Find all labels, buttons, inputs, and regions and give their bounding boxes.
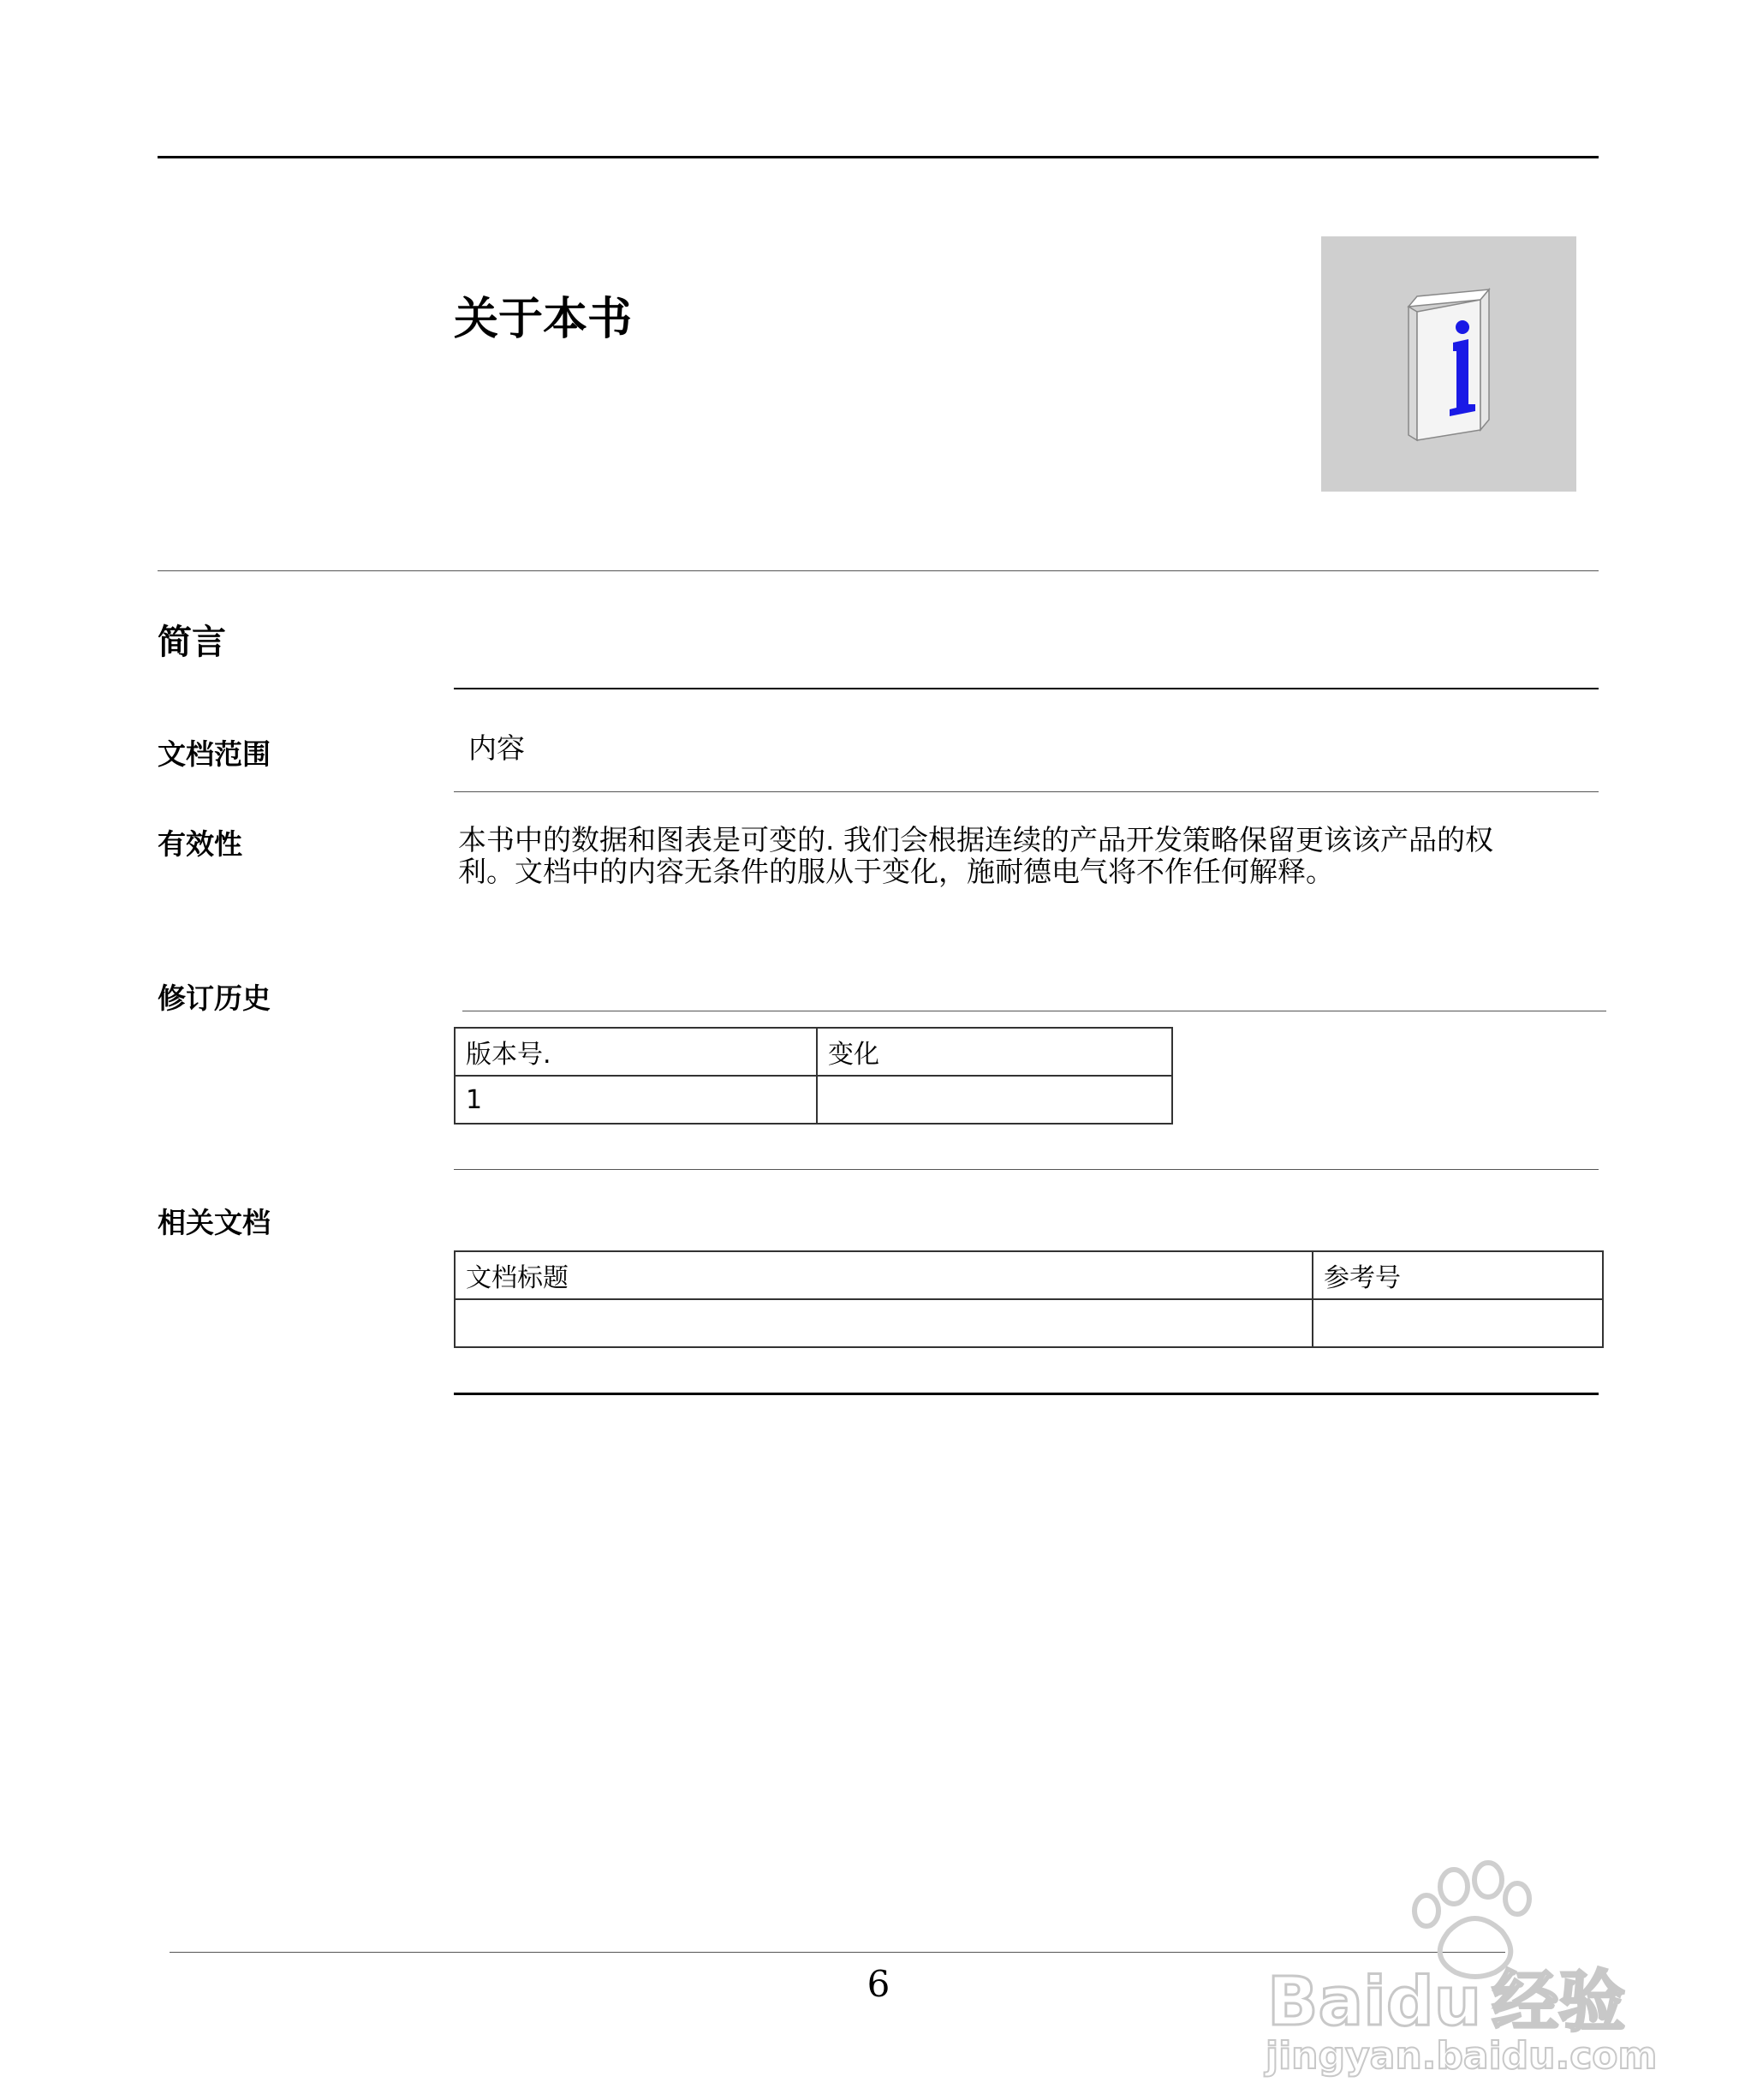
- header-divider: [158, 570, 1599, 571]
- validity-text: [458, 824, 1605, 887]
- table-row: [455, 1076, 1172, 1124]
- page-title: 关于本书: [454, 294, 633, 345]
- validity-line-2: 利。文档中的内容无条件的服从于变化，施耐德电气将不作任何解释。: [458, 855, 1334, 888]
- related-header-ref: 参考号: [1313, 1251, 1603, 1299]
- scope-label: 文档范围: [158, 737, 271, 771]
- table-row: [455, 1299, 1603, 1347]
- watermark-suffix: 经验: [1492, 1964, 1626, 2041]
- top-rule: [158, 156, 1599, 158]
- related-cell-title: [455, 1299, 1313, 1347]
- baidu-watermark: [1259, 1854, 1704, 2077]
- related-header-title: 文档标题: [455, 1251, 1313, 1299]
- watermark-brand: Baidu: [1267, 1964, 1482, 2041]
- table-header-row: [455, 1028, 1172, 1076]
- revision-cell-version: 1: [455, 1076, 817, 1124]
- info-book-icon: [1321, 236, 1576, 492]
- revision-cell-change: [817, 1076, 1172, 1124]
- revision-header-version: 版本号.: [455, 1028, 817, 1076]
- revision-label: 修订历史: [158, 981, 271, 1015]
- scope-top-rule: [454, 688, 1599, 689]
- closing-rule: [454, 1393, 1599, 1395]
- validity-line-1: 本书中的数据和图表是可变的. 我们会根据连续的产品开发策略保留更该该产品的权: [458, 823, 1493, 856]
- scope-value: 内容: [468, 731, 525, 765]
- validity-label: 有效性: [158, 827, 242, 861]
- related-label: 相关文档: [158, 1206, 271, 1239]
- related-top-rule: [454, 1169, 1599, 1170]
- related-table: [454, 1250, 1604, 1348]
- page-number: 6: [867, 1963, 890, 2005]
- revision-header-change: 变化: [817, 1028, 1172, 1076]
- validity-top-rule: [454, 791, 1599, 792]
- revision-table: [454, 1027, 1173, 1125]
- related-cell-ref: [1313, 1299, 1603, 1347]
- watermark-url: jingyan.baidu.com: [1266, 2034, 1658, 2078]
- table-header-row: [455, 1251, 1603, 1299]
- section-heading: 简言: [158, 623, 226, 662]
